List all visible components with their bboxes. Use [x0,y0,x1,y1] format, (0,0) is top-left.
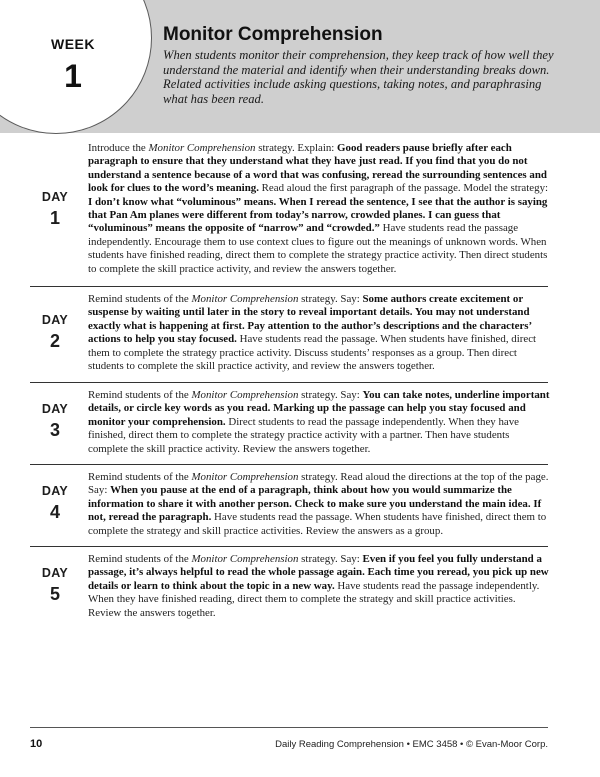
day-number: 4 [49,502,60,522]
day-section [30,286,548,377]
day-instructions [88,293,550,373]
instruction-text: Read aloud the first paragraph of the passage. Model the strategy: [258,182,549,195]
day-label: DAY [41,190,69,204]
instruction-text: strategy. Say: [298,293,363,305]
teacher-script: You can take notes, underline important details, or circle key words as you read. Marking up the passage can help you stay focused and monitor your comprehension. [88,389,550,428]
page-title: Monitor Comprehension [163,24,383,45]
day-label: DAY [41,566,69,580]
strategy-name: Monitor Comprehension [191,389,299,401]
strategy-name: Monitor Comprehension [191,553,299,565]
day-label: DAY [41,313,69,327]
day-number: 1 [49,208,60,228]
day-number: 5 [49,584,60,604]
day-label: DAY [41,484,69,498]
instruction-text: Have students read the passage independently. Encourage them to use context clues to figure out the meanings of unknown words. When students have finished reading, direct them to complete the strategy practice activity. Then direct students to complete the skill practice activity, and review the answers together. [88,222,548,275]
instruction-text: Have students read the passage. When students have finished, direct them to complete the strategy practice activity. Discuss students’ responses as a group. Then direct students to complete the skill practice activity, and review the answers together. [88,333,537,373]
teacher-script: Some authors create excitement or suspense by waiting until later in the story to reveal important details. You may not understand exactly what is happening at first. Pay attention to the author’s descriptions and the characters’ actions to help you stay focused. [88,293,532,346]
strategy-name: Monitor Comprehension [148,142,256,154]
day-badge [30,566,80,605]
footer-divider [30,727,548,728]
instruction-text: Direct students to read the passage independently. When they have finished, direct them to complete the strategy practice activity with a partner. Then have students complete the skill practice activity. Review the answers together. [88,415,520,455]
day-badge [30,402,80,441]
teacher-script: I don’t know what “voluminous” means. When I reread the sentence, I see that the author is saying that Pan Am planes were different from today’s narrow, crowded planes. I can guess that “voluminous” means the opposite of “narrow” and “crowded.” [88,195,548,235]
page-number: 10 [30,738,43,750]
day-label: DAY [41,402,69,416]
footer-credit: Daily Reading Comprehension • EMC 3458 • © Evan-Moor Corp. [275,739,548,750]
day-section [30,546,548,623]
strategy-name: Monitor Comprehension [191,471,299,483]
instruction-text: Remind students of the [88,293,192,305]
day-number: 3 [49,420,60,440]
instruction-text: strategy. Say: [298,553,363,565]
instruction-text: strategy. Explain: [255,142,338,154]
day-section [30,464,548,541]
day-section [30,142,548,280]
day-instructions [88,471,550,538]
instruction-text: Remind students of the [88,389,192,401]
day-number: 2 [49,331,60,351]
day-badge [30,313,80,352]
instruction-text: Remind students of the [88,471,192,483]
instruction-text: strategy. Say: [298,389,363,401]
teacher-script: When you pause at the end of a paragraph, think about how you would summarize the information to share it with another person. Check to make sure you understand the main idea. If not, reread the paragraph. [88,484,542,524]
instruction-text: Introduce the [88,142,149,154]
day-section [30,382,548,459]
instruction-text: Remind students of the [88,553,192,565]
day-instructions [88,553,550,620]
teacher-script: Even if you feel you fully understand a passage, it’s always helpful to read the whole passage again. Each time you reread, you pick up new details or learn to think about the topic in a new way. [88,553,549,592]
day-instructions [88,389,550,456]
instruction-text: strategy. Read aloud the directions at the top of the page. Say: [88,471,549,497]
week-header [0,0,600,133]
strategy-name: Monitor Comprehension [191,293,299,305]
day-instructions [88,142,550,276]
day-badge [30,190,80,229]
week-number: 1 [64,58,82,94]
strategy-description: When students monitor their comprehension, they keep track of how well they understand the material and identify when their understanding breaks down. Related activities include asking questions, taking notes, and paraphrasing what has been read. [163,48,554,106]
teacher-script: Good readers pause briefly after each paragraph to ensure that they understand what they have just read. If you find that you do not understand a sentence because of a word that was confusing, reread the surrounding sentences and look for clues to the word’s meaning. [88,142,547,195]
instruction-text: Have students read the passage independently. When they have finished reading, direct them to complete the strategy and skill practice activities. Review the answers together. [88,579,540,619]
week-label: WEEK [51,36,95,52]
instruction-text: Have students read the passage. When students have finished, direct them to complete the strategy and skill practice activities. Review the answers as a group. [88,511,547,537]
day-badge [30,484,80,523]
